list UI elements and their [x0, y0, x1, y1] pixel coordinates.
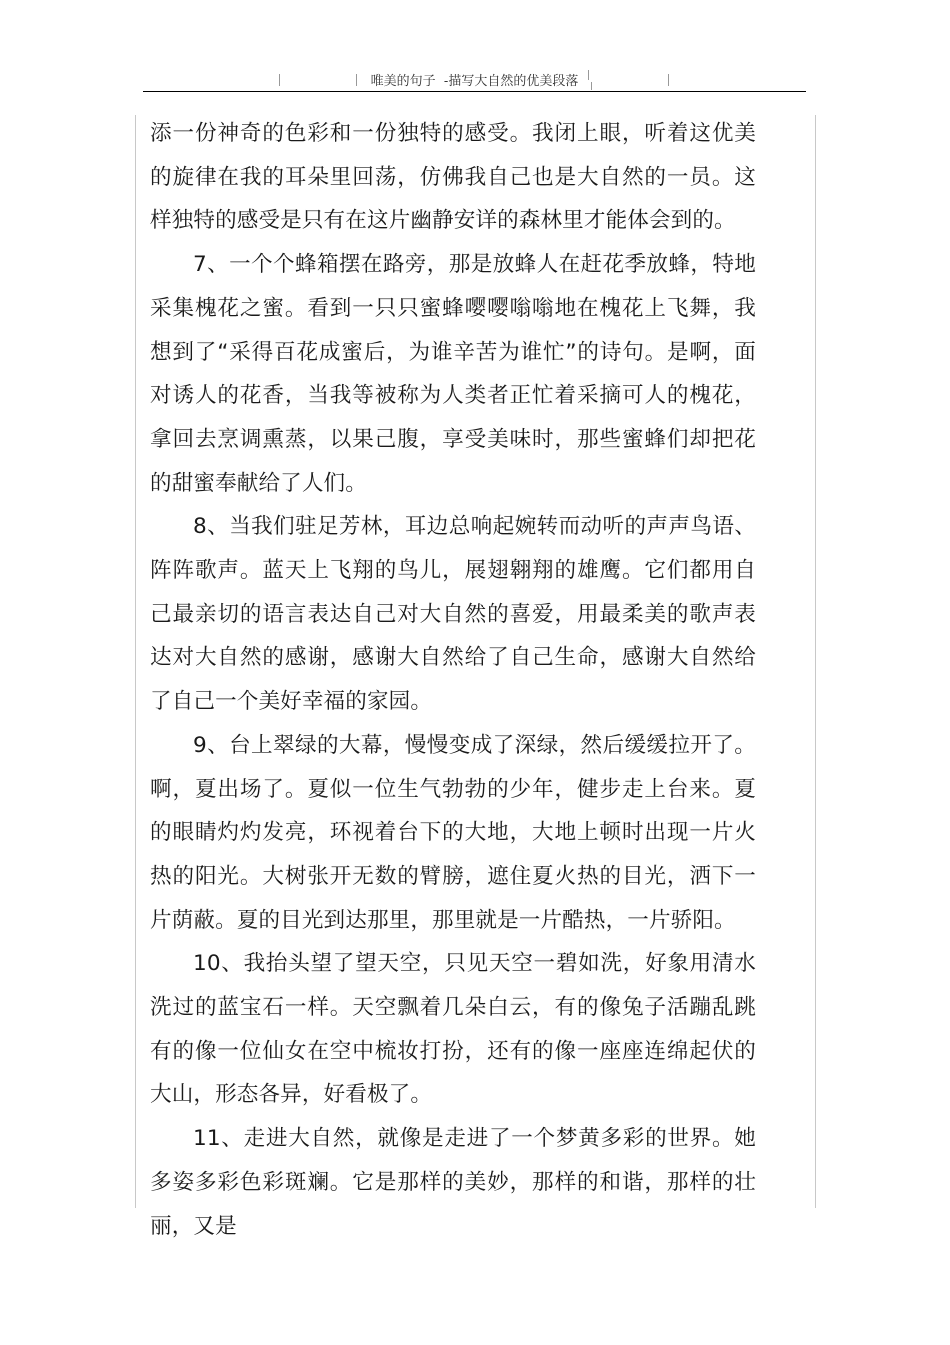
paragraph-7: 7、一个个蜂箱摆在路旁，那是放蜂人在赶花季放蜂，特地采集槐花之蜜。看到一只只蜜蜂嘤嘤嗡嗡地在槐花上飞舞，我想到了“采得百花成蜜后，为谁辛苦为谁忙”的诗句。是啊，面对诱人的花香，当我等被称为人类者正忙着采摘可人的槐花，拿回去烹调熏蒸，以果己腹，享受美味时，那些蜜蜂们却把花的甜蜜奉献给了人们。 [150, 252, 756, 496]
paragraph-11: 11、走进大自然，就像是走进了一个梦黄多彩的世界。她多姿多彩色彩斑斓。它是那样的美妙，那样的和谐，那样的壮丽，又是 [150, 1126, 756, 1239]
document-body [150, 112, 756, 1248]
header-rule [143, 91, 806, 92]
header-tick-left [279, 74, 280, 86]
paragraph-8: 8、当我们驻足芳林，耳边总响起婉转而动听的声声鸟语、阵阵歌声。蓝天上飞翔的鸟儿，展翅翱翔的雄鹰。它们都用自己最亲切的语言表达自己对大自然的喜爱，用最柔美的歌声表达对大自然的感谢，感谢大自然给了自己生命，感谢大自然给了自己一个美好幸福的家园。 [150, 514, 756, 715]
left-margin-line [135, 115, 136, 1208]
page-header [143, 68, 806, 92]
header-title: 唯美的句子 -描写大自然的优美段落 [370, 74, 579, 89]
paragraph-9: 9、台上翠绿的大幕，慢慢变成了深绿，然后缓缓拉开了。啊，夏出场了。夏似一位生气勃勃的少年，健步走上台来。夏的眼睛灼灼发亮，环视着台下的大地，大地上顿时出现一片火热的阳光。大树张开无数的臂膀，遮住夏火热的目光，洒下一片荫蔽。夏的目光到达那里，那里就是一片酷热，一片骄阳。 [150, 732, 756, 933]
right-margin-line [815, 115, 816, 1208]
header-tick-mark-2 [588, 70, 589, 80]
paragraph-10: 10、我抬头望了望天空，只见天空一碧如洗，好象用清水洗过的蓝宝石一样。天空飘着几朵白云，有的像兔子活蹦乱跳有的像一位仙女在空中梳妆打扮，还有的像一座座连绵起伏的大山，形态各异，好看极了。 [150, 951, 756, 1108]
header-tick-mark-3 [591, 82, 592, 90]
header-tick-mark-1 [356, 74, 357, 86]
paragraph-continuation: 添一份神奇的色彩和一份独特的感受。我闭上眼，听着这优美的旋律在我的耳朵里回荡，仿佛我自己也是大自然的一员。这样独特的感受是只有在这片幽静安详的森林里才能体会到的。 [150, 121, 756, 234]
header-tick-right [668, 74, 669, 86]
